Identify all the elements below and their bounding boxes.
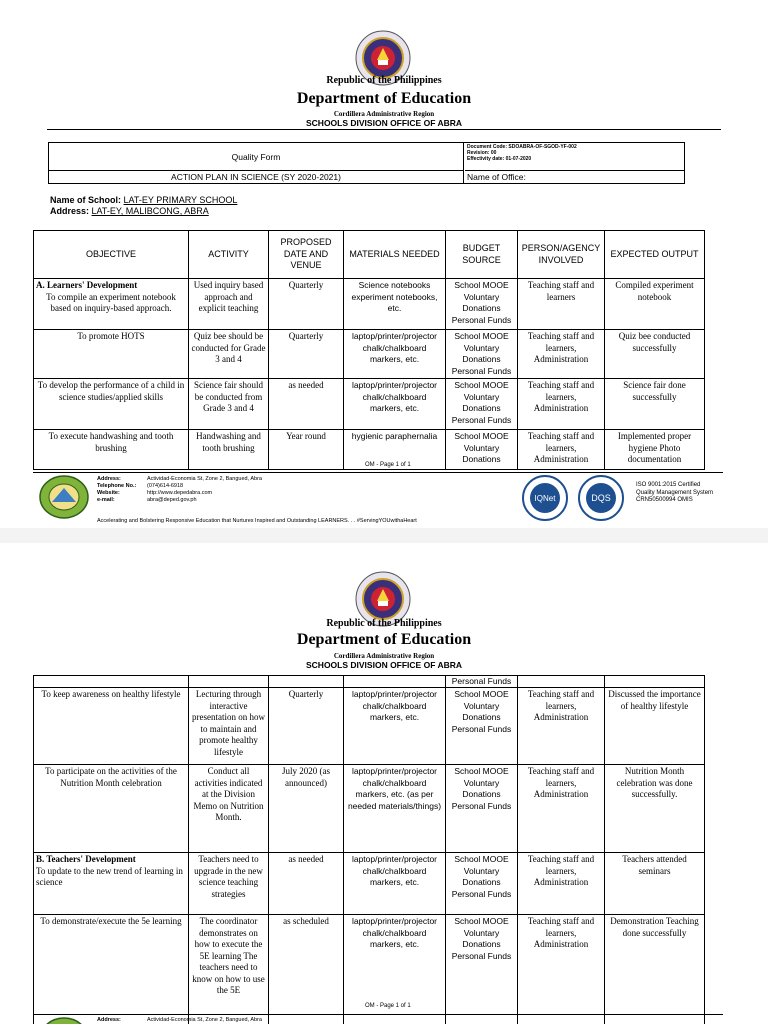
iso-line: Quality Management System	[636, 489, 714, 496]
section-heading: A. Learners' Development	[36, 280, 138, 290]
division-text: SCHOOLS DIVISION OFFICE OF ABRA	[306, 660, 462, 670]
telephone-value: (074)614-6918	[147, 483, 184, 489]
materials-cell: Science notebooks experiment notebooks, etc.	[344, 279, 446, 330]
output-cell: Nutrition Month celebration was done successfully.	[605, 765, 705, 853]
column-header: PERSON/AGENCY INVOLVED	[518, 231, 605, 279]
date-cell: Quarterly	[269, 279, 344, 330]
budget-cell: School MOOE Voluntary Donations Personal Funds	[446, 765, 518, 853]
activity-cell	[189, 676, 269, 688]
revision: Revision: 00	[467, 150, 497, 156]
table-row	[34, 765, 705, 853]
activity-cell: Conduct all activities indicated at the Division Memo on Nutrition Month.	[189, 765, 269, 853]
person-cell: Teaching staff and learners, Administration	[518, 430, 605, 470]
quality-form-title: Quality Form	[49, 143, 463, 171]
iqnet-text: IQNet	[534, 494, 556, 503]
person-cell	[518, 676, 605, 688]
date-cell: as needed	[269, 853, 344, 915]
republic-text: Republic of the Philippines	[326, 618, 442, 629]
date-cell: Year round	[269, 430, 344, 470]
page-number: OM - Page 1 of 1	[365, 1003, 411, 1009]
column-header: OBJECTIVE	[34, 231, 189, 279]
date-cell: as scheduled	[269, 915, 344, 1024]
date-cell: July 2020 (as announced)	[269, 765, 344, 853]
materials-cell: hygienic paraphernalia	[344, 430, 446, 470]
iso-line: ISO 9001:2015 Certified	[636, 482, 701, 488]
school-name-label: Name of School:	[50, 195, 122, 205]
address-label: Address:	[97, 1017, 121, 1023]
date-cell: as needed	[269, 379, 344, 430]
materials-cell: laptop/printer/projector chalk/chalkboard markers, etc.	[344, 853, 446, 915]
materials-cell: laptop/printer/projector chalk/chalkboard markers, etc. (as per needed materials/things)	[344, 765, 446, 853]
objective-cell: To keep awareness on healthy lifestyle	[34, 688, 189, 765]
website-label: Website:	[97, 490, 120, 496]
column-header: ACTIVITY	[189, 231, 269, 279]
output-cell: Teachers attended seminars	[605, 853, 705, 915]
budget-cell: School MOOE Voluntary Donations Personal Funds	[446, 330, 518, 379]
iqnet-cert-icon	[522, 475, 568, 521]
materials-cell: laptop/printer/projector chalk/chalkboard markers, etc.	[344, 915, 446, 1024]
budget-cell: School MOOE Voluntary Donations Personal Funds	[446, 279, 518, 330]
budget-cell: School MOOE Voluntary Donations	[446, 430, 518, 470]
output-cell	[605, 676, 705, 688]
table-row	[34, 379, 705, 430]
column-header: EXPECTED OUTPUT	[605, 231, 705, 279]
table-row	[34, 279, 705, 330]
materials-cell: laptop/printer/projector chalk/chalkboard markers, etc.	[344, 379, 446, 430]
department-title: Department of Education	[296, 631, 472, 648]
column-header: MATERIALS NEEDED	[344, 231, 446, 279]
date-cell: Quarterly	[269, 688, 344, 765]
page-number: OM - Page 1 of 1	[365, 462, 411, 468]
output-cell: Quiz bee conducted successfully	[605, 330, 705, 379]
footer-contact	[97, 1017, 262, 1024]
department-title: Department of Education	[296, 90, 472, 107]
dqs-cert-icon	[578, 475, 624, 521]
date-cell	[269, 676, 344, 688]
footer-contact	[97, 476, 262, 504]
output-cell: Demonstration Teaching done successfully	[605, 915, 705, 1024]
budget-cell: School MOOE Voluntary Donations Personal Funds	[446, 379, 518, 430]
footer-divider	[33, 1014, 723, 1015]
table-row	[34, 688, 705, 765]
materials-cell: laptop/printer/projector chalk/chalkboard markers, etc.	[344, 688, 446, 765]
output-cell: Implemented proper hygiene Photo documentation	[605, 430, 705, 470]
person-cell: Teaching staff and learners, Administration	[518, 765, 605, 853]
page-gap	[0, 528, 768, 543]
date-cell: Quarterly	[269, 330, 344, 379]
objective-cell: To execute handwashing and tooth brushing	[34, 430, 189, 470]
section-heading: B. Teachers' Development	[36, 854, 136, 864]
table-row	[34, 330, 705, 379]
activity-cell: Quiz bee should be conducted for Grade 3 and 4	[189, 330, 269, 379]
table-row	[34, 853, 705, 915]
objective-text: To compile an experiment notebook based on inquiry-based approach.	[46, 291, 176, 313]
division-text: SCHOOLS DIVISION OFFICE OF ABRA	[306, 118, 462, 128]
website-link[interactable]: http://www.depedabra.com	[147, 490, 213, 496]
person-cell: Teaching staff and learners, Administration	[518, 688, 605, 765]
email-label: e-mail:	[97, 497, 115, 503]
activity-cell: Handwashing and tooth brushing	[189, 430, 269, 470]
effectivity-date: Effectivity date: 01-07-2020	[467, 156, 532, 162]
output-cell: Discussed the importance of healthy lifestyle	[605, 688, 705, 765]
person-cell: Teaching staff and learners, Administration	[518, 853, 605, 915]
budget-cell: School MOOE Voluntary Donations Personal Funds	[446, 853, 518, 915]
action-plan-table-page1	[33, 230, 705, 470]
email-link[interactable]: abra@deped.gov.ph	[147, 497, 197, 503]
iso-certification	[636, 482, 713, 505]
column-header: BUDGET SOURCE	[446, 231, 518, 279]
column-header: PROPOSED DATE AND VENUE	[269, 231, 344, 279]
school-info	[50, 195, 237, 217]
footer-divider	[33, 472, 723, 473]
objective-cell: To demonstrate/execute the 5e learning	[34, 915, 189, 1024]
objective-cell: To develop the performance of a child in science studies/applied skills	[34, 379, 189, 430]
republic-text: Republic of the Philippines	[326, 75, 442, 86]
division-logo-icon	[38, 474, 90, 520]
objective-text: To update to the new trend of learning in science	[36, 865, 183, 887]
address-label: Address:	[97, 476, 121, 482]
tagline: Accelerating and Bolstering Responsive Education that Nurtures Inspired and Outstanding LEARNERS. . . #ServingYOUwithaHeart	[97, 518, 417, 524]
output-cell: Science fair done successfully	[605, 379, 705, 430]
materials-cell: laptop/printer/projector chalk/chalkboard markers, etc.	[344, 330, 446, 379]
school-address: LAT-EY, MALIBCONG, ABRA	[91, 206, 209, 216]
objective-cell	[34, 676, 189, 688]
budget-cell: School MOOE Voluntary Donations Personal Funds	[446, 915, 518, 1024]
action-plan-title: ACTION PLAN IN SCIENCE (SY 2020-2021)	[171, 172, 341, 182]
output-cell: Compiled experiment notebook	[605, 279, 705, 330]
person-cell: Teaching staff and learners, Administration	[518, 379, 605, 430]
region-text: Cordillera Administrative Region	[333, 652, 435, 660]
table-row	[34, 676, 705, 688]
division-logo-icon	[38, 1016, 90, 1024]
person-cell: Teaching staff and learners, Administration	[518, 330, 605, 379]
document-code: Document Code: SDOABRA-OF-SGOD-YF-002	[467, 144, 577, 150]
dqs-text: DQS	[591, 493, 611, 503]
budget-cell: Personal Funds	[446, 676, 518, 688]
school-name: LAT-EY PRIMARY SCHOOL	[123, 195, 238, 205]
quality-form-box	[48, 142, 685, 184]
objective-cell	[34, 279, 189, 330]
telephone-label: Telephone No.:	[97, 483, 137, 489]
header-divider	[47, 129, 721, 130]
objective-cell: To promote HOTS	[34, 330, 189, 379]
document-page-2	[0, 543, 768, 1024]
objective-cell: To participate on the activities of the Nutrition Month celebration	[34, 765, 189, 853]
document-code-block	[465, 143, 685, 171]
address-value: Actividad-Economia St, Zone 2, Bangued, Abra	[147, 1017, 262, 1023]
activity-cell: Lecturing through interactive presentation on how to maintain and promote healthy lifestyle	[189, 688, 269, 765]
activity-cell: Used inquiry based approach and explicit teaching	[189, 279, 269, 330]
address-value: Actividad-Economia St, Zone 2, Bangued, Abra	[147, 476, 262, 482]
materials-cell	[344, 676, 446, 688]
person-cell: Teaching staff and learners	[518, 279, 605, 330]
budget-cell: School MOOE Voluntary Donations Personal Funds	[446, 688, 518, 765]
action-plan-table-page2	[33, 675, 705, 1024]
person-cell: Teaching staff and learners, Administration	[518, 915, 605, 1024]
activity-cell: Teachers need to upgrade in the new science teaching strategies	[189, 853, 269, 915]
office-name-field: Name of Office:	[467, 172, 526, 182]
table-header-row	[34, 231, 705, 279]
school-address-label: Address:	[50, 206, 90, 216]
region-text: Cordillera Administrative Region	[333, 110, 435, 118]
activity-cell: Science fair should be conducted from Grade 3 and 4	[189, 379, 269, 430]
iso-line: CRN50500994 OMIS	[636, 497, 693, 503]
objective-cell	[34, 853, 189, 915]
activity-cell: The coordinator demonstrates on how to execute the 5E learning The teachers need to know on how to use the 5E	[189, 915, 269, 1024]
